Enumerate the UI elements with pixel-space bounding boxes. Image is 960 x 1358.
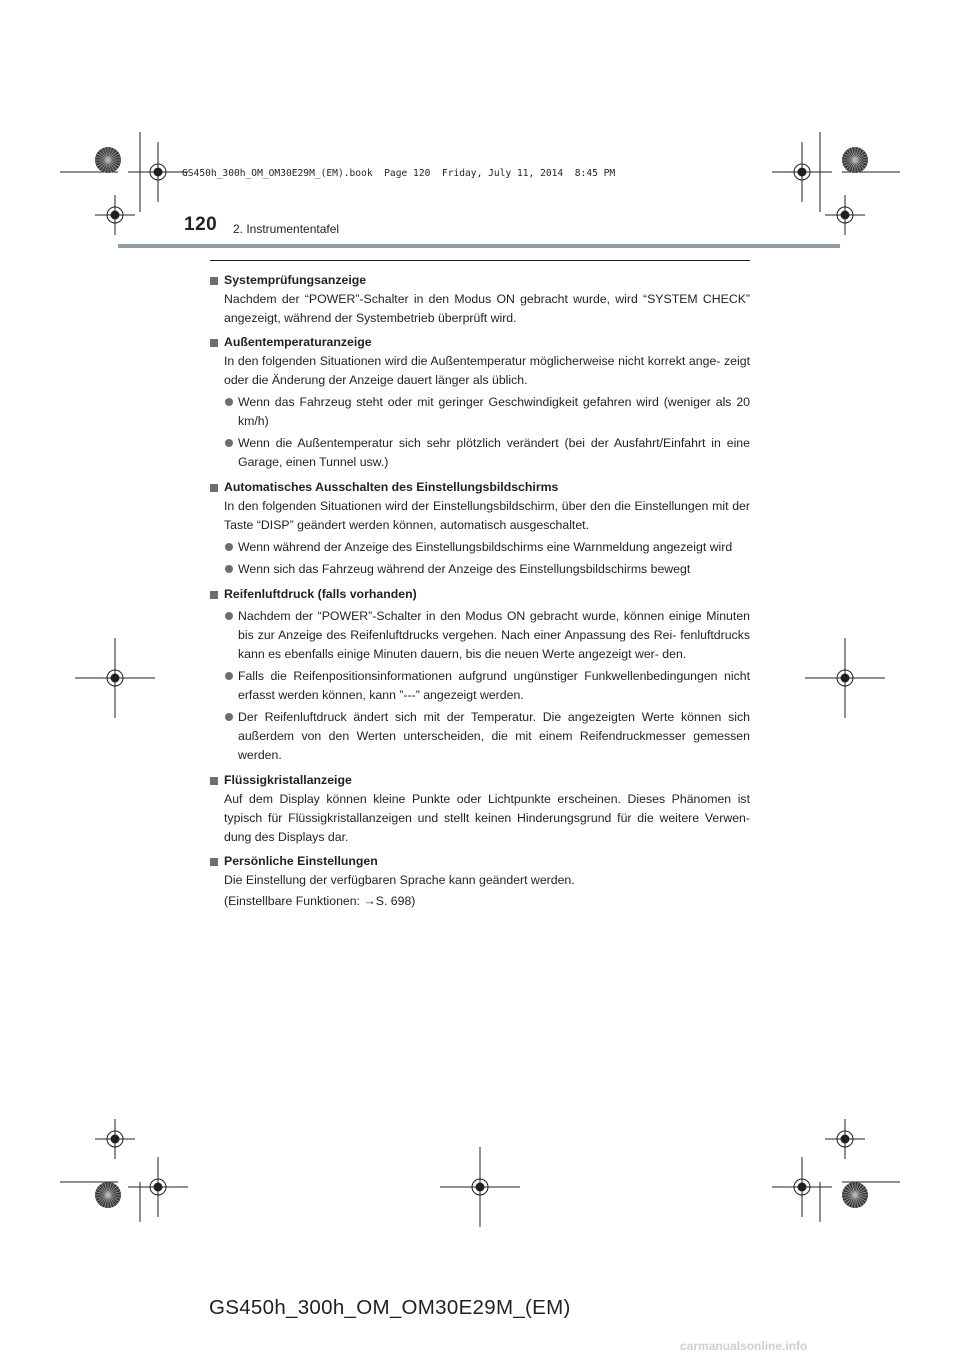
section-heading — [210, 852, 750, 871]
square-bullet-icon — [210, 277, 218, 285]
square-bullet-icon — [210, 591, 218, 599]
bullet-item — [210, 434, 750, 472]
bullet-item — [210, 393, 750, 431]
round-bullet-icon — [225, 439, 233, 447]
page-number: 120 — [184, 214, 218, 235]
starburst-icon — [842, 1182, 868, 1208]
registration-target-icon — [772, 1157, 832, 1217]
round-bullet-icon — [225, 672, 233, 680]
bullet-text: Wenn sich das Fahrzeug während der Anzeige des Einstellungsbildschirms bewegt — [238, 562, 691, 576]
registration-target-icon — [128, 1157, 188, 1217]
round-bullet-icon — [225, 543, 233, 551]
page-content — [210, 270, 750, 915]
bullet-text: Wenn die Außentemperatur sich sehr plötzlich verändert (bei der Ausfahrt/Einfahrt in eine Garage, einen Tunnel usw.) — [238, 436, 750, 469]
section-heading-text: Reifenluftdruck (falls vorhanden) — [224, 587, 417, 601]
paragraph: Auf dem Display können kleine Punkte oder Lichtpunkte erscheinen. Dieses Phänomen ist typisch für Flüssigkristallanzeigen und stellt keinen Hinderungsgrund für die weitere Verwen- dung des Displays dar. — [224, 792, 750, 844]
bullet-text: Der Reifenluftdruck ändert sich mit der Temperatur. Die angezeigten Werte können sich außerdem von den Werten unterscheiden, die mit einem Reifendruckmesser gemessen werden. — [238, 710, 750, 762]
paragraph: Die Einstellung der verfügbaren Sprache kann geändert werden. — [224, 873, 575, 887]
registration-target-icon — [95, 1119, 135, 1159]
starburst-icon — [842, 147, 868, 173]
square-bullet-icon — [210, 339, 218, 347]
registration-target-icon — [772, 142, 832, 202]
square-bullet-icon — [210, 858, 218, 866]
bullet-item — [210, 667, 750, 705]
bullet-text: Nachdem der “POWER”-Schalter in den Modus ON gebracht wurde, können einige Minuten bis zur Anzeige des Reifenluftdrucks vergehen. Nach einer Anpassung des Rei- fenluftdrucks kann es ebenfalls einige Minuten dauern, bis die neuen Werte angezeigt wer- den. — [238, 609, 750, 661]
bullet-item — [210, 560, 750, 579]
section-heading — [210, 478, 750, 497]
section-heading-text: Außentemperaturanzeige — [224, 335, 372, 349]
section-heading — [210, 585, 750, 604]
paragraph: Nachdem der “POWER”-Schalter in den Modus ON gebracht wurde, wird “SYSTEM CHECK” angezeigt, während der Systembetrieb überprüft wird. — [224, 292, 750, 325]
square-bullet-icon — [210, 777, 218, 785]
header-rule — [118, 244, 840, 248]
registration-target-icon — [95, 195, 135, 235]
bullet-item — [210, 538, 750, 557]
section-heading — [210, 271, 750, 290]
bullet-item — [210, 708, 750, 765]
registration-target-icon — [825, 195, 865, 235]
registration-target-icon — [825, 1119, 865, 1159]
paragraph: In den folgenden Situationen wird die Außentemperatur möglicherweise nicht korrekt ange- zeigt oder die Änderung der Anzeige dauert länger als üblich. — [224, 354, 750, 387]
footer-doc-id: GS450h_300h_OM_OM30E29M_(EM) — [209, 1296, 571, 1319]
bullet-text: Falls die Reifenpositionsinformationen aufgrund ungünstiger Funkwellenbedingungen nicht erfasst werden können, kann ”---” angezeigt werden. — [238, 669, 750, 702]
section-heading — [210, 771, 750, 790]
round-bullet-icon — [225, 398, 233, 406]
watermark: carmanualsonline.info — [680, 1339, 808, 1353]
registration-target-icon — [805, 638, 885, 718]
section-heading-text: Systemprüfungsanzeige — [224, 273, 367, 287]
registration-target-icon — [75, 638, 155, 718]
section-heading — [210, 333, 750, 352]
paragraph: (Einstellbare Funktionen: →S. 698) — [224, 894, 416, 908]
round-bullet-icon — [225, 565, 233, 573]
starburst-icon — [95, 1182, 121, 1208]
section-heading-text: Persönliche Einstellungen — [224, 854, 378, 868]
round-bullet-icon — [225, 713, 233, 721]
bullet-item — [210, 607, 750, 664]
registration-target-icon — [440, 1147, 520, 1227]
book-info-line: GS450h_300h_OM_OM30E29M_(EM).book Page 120 Friday, July 11, 2014 8:45 PM — [182, 168, 616, 179]
section-heading-text: Automatisches Ausschalten des Einstellungsbildschirms — [224, 480, 559, 494]
bullet-text: Wenn während der Anzeige des Einstellungsbildschirms eine Warnmeldung angezeigt wird — [238, 540, 733, 554]
section-heading-text: Flüssigkristallanzeige — [224, 773, 352, 787]
bullet-text: Wenn das Fahrzeug steht oder mit geringer Geschwindigkeit gefahren wird (weniger als 20 km/h) — [238, 395, 750, 428]
content-rule — [210, 260, 750, 261]
starburst-icon — [95, 147, 121, 173]
round-bullet-icon — [225, 612, 233, 620]
registration-target-icon — [128, 142, 188, 202]
paragraph: In den folgenden Situationen wird der Einstellungsbildschirm, über den die Einstellungen mit der Taste “DISP” geändert werden können, automatisch ausgeschaltet. — [224, 499, 750, 532]
section-title: 2. Instrumententafel — [233, 222, 340, 236]
square-bullet-icon — [210, 484, 218, 492]
